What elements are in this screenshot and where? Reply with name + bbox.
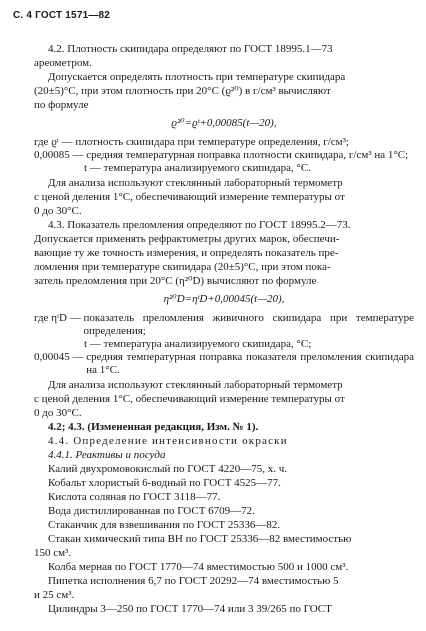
definition-text: плотность скипидара при температуре определения, г/см³;	[75, 136, 349, 148]
definition-row	[34, 136, 414, 149]
text-line: ареометром.	[34, 57, 92, 69]
definition-symbol: где ϱᵗ —	[34, 136, 76, 148]
page-header: С. 4 ГОСТ 1571—82	[13, 10, 111, 21]
definition-symbol: 0,00085 —	[34, 149, 87, 161]
equipment-item: Пипетка исполнения 6,7 по ГОСТ 20292—74 вместимостью 5	[48, 575, 339, 587]
definition-text: средняя температурная поправка плотности скипидара, г/см³ на 1°С;	[86, 149, 409, 161]
definition-symbol: где ηᵗD —	[34, 312, 84, 324]
text-line: 0 до 30°С.	[34, 205, 82, 217]
refraction-formula: η²⁰D=ηᵗD+0,00045(t—20),	[163, 293, 285, 305]
section-4-4-heading: 4.4. Определение интенсивности окраски	[48, 435, 288, 447]
reagent-item: Калий двухромовокислый по ГОСТ 4220—75, х. ч.	[48, 463, 287, 475]
reagent-item: Кобальт хлористый 6-водный по ГОСТ 4525—77.	[48, 477, 281, 489]
definition-row	[34, 338, 414, 351]
text-line: вающие ту же точность измерения, и определять показатель пре-	[34, 247, 339, 259]
revision-note: 4.2; 4.3. (Измененная редакция, Изм. № 1).	[48, 421, 259, 433]
document-body	[34, 43, 414, 617]
paragraph-4-2: 4.2. Плотность скипидара определяют по ГОСТ 18995.1—73	[48, 43, 333, 55]
definition-row	[34, 312, 414, 338]
equipment-item: Стаканчик для взвешивания по ГОСТ 25336—82.	[48, 519, 281, 531]
text-line: затель преломления при 20°С (η²⁰D) вычисляют по формуле	[34, 275, 317, 287]
text-line: Допускается применять рефрактометры других марок, обеспечи-	[34, 233, 340, 245]
definition-text: температура анализируемого скипидара, °С.	[103, 162, 312, 174]
text-line: Для анализа используют стеклянный лабораторный термометр	[48, 379, 343, 391]
paragraph-4-3: 4.3. Показатель преломления определяют по ГОСТ 18995.2—73.	[48, 219, 351, 231]
definition-symbol: 0,00045 —	[34, 351, 87, 363]
text-line: (20±5)°С, при этом плотность при 20°С (ϱ²⁰) в г/см³ вычисляют	[34, 85, 331, 97]
definition-row	[34, 149, 414, 162]
equipment-item: Цилиндры 3—250 по ГОСТ 1770—74 или 3 39/265 по ГОСТ	[48, 603, 332, 615]
definition-row	[34, 351, 414, 377]
reagent-item: Кислота соляная по ГОСТ 3118—77.	[48, 491, 221, 503]
text-line: Допускается определять плотность при температуре скипидара	[48, 71, 346, 83]
text-line: с ценой деления 1°С, обеспечивающий измерение температуры от	[34, 393, 345, 405]
definition-symbol: t —	[84, 162, 104, 174]
text-line: Для анализа используют стеклянный лабораторный термометр	[48, 177, 343, 189]
density-formula: ϱ²⁰=ϱᵗ+0,00085(t—20),	[171, 117, 277, 129]
definition-symbol: t —	[84, 338, 104, 350]
text-line: с ценой деления 1°С, обеспечивающий измерение температуры от	[34, 191, 345, 203]
text-line: 0 до 30°С.	[34, 407, 82, 419]
definition-text: показатель преломления живичного скипидара при температуре определения;	[83, 312, 414, 337]
section-4-4-1-heading: 4.4.1. Реактивы и посуда	[48, 449, 166, 461]
definition-text: средняя температурная поправка показателя преломления скипидара на 1°С.	[86, 351, 414, 376]
text-line: по формуле	[34, 99, 89, 111]
text-line: 150 см³.	[34, 547, 72, 559]
equipment-item: Колба мерная по ГОСТ 1770—74 вместимостью 500 и 1000 см³.	[48, 561, 349, 573]
text-line: ломления при температуре скипидара (20±5)°С, при этом пока-	[34, 261, 331, 273]
definition-text: температура анализируемого скипидара, °С;	[103, 338, 312, 350]
equipment-item: Стакан химический типа ВН по ГОСТ 25336—82 вместимостью	[48, 533, 352, 545]
reagent-item: Вода дистиллированная по ГОСТ 6709—72.	[48, 505, 255, 517]
text-line: и 25 см³.	[34, 589, 75, 601]
definition-row	[34, 162, 414, 175]
